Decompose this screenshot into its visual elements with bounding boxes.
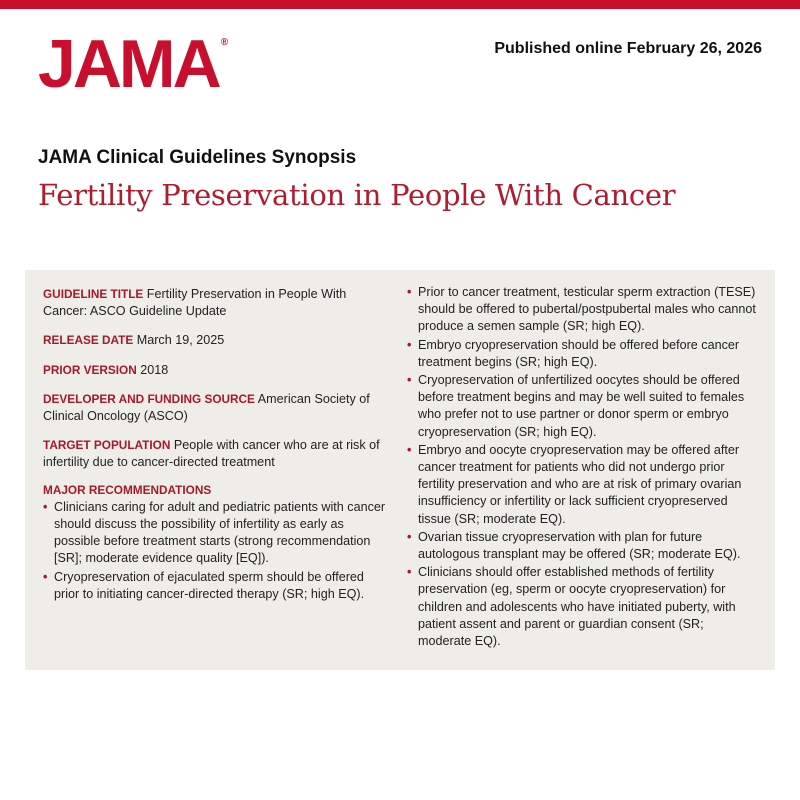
- recommendation-item: • Cryopreservation of ejaculated sperm should be offered prior to initiating cancer-directed therapy (SR; high EQ).: [43, 569, 391, 603]
- logo-text: JAMA: [38, 26, 219, 102]
- recommendation-item: • Embryo and oocyte cryopreservation may be offered after cancer treatment for patients who did not undergo prior fertility preservation and who are at risk of primary ovarian insufficiency or infertility or lack sufficient cryopreserved tissue (SR; moderate EQ).: [407, 442, 759, 528]
- guideline-title-label: GUIDELINE TITLE: [43, 287, 144, 301]
- guideline-title-value: Fertility Preservation in People With Cancer: ASCO Guideline Update: [43, 287, 347, 319]
- recommendation-item: • Embryo cryopreservation should be offered before cancer treatment begins (SR; high EQ).: [407, 337, 759, 371]
- prior-version-label: PRIOR VERSION: [43, 362, 137, 377]
- target-population-value: People with cancer who are at risk of infertility due to cancer-directed treatment: [43, 438, 380, 470]
- recommendation-item: • Clinicians should offer established methods of fertility preservation (eg, sperm or oocyte cryopreservation) for children and adolescents who have initiated puberty, with patient assent and parent or guardian consent (SR; moderate EQ).: [407, 564, 759, 650]
- right-column: [407, 284, 759, 651]
- target-population-field: [43, 437, 391, 471]
- major-recommendations-heading: MAJOR RECOMMENDATIONS: [43, 482, 212, 497]
- recommendations-list-right: [407, 284, 759, 650]
- synopsis-panel: [25, 270, 775, 670]
- recommendation-item: • Cryopreservation of unfertilized oocytes should be offered before treatment begins and may be well suited to females who prefer not to use partner or donor sperm or embryo cryopreservation (SR; high EQ).: [407, 372, 759, 441]
- registered-mark: ®: [220, 37, 229, 48]
- release-date-value: March 19, 2025: [136, 333, 225, 348]
- recommendation-item: • Ovarian tissue cryopreservation with plan for future autologous transplant may be offered (SR; moderate EQ).: [407, 529, 759, 563]
- developer-value: American Society of Clinical Oncology (ASCO): [43, 391, 370, 424]
- left-column: [43, 286, 391, 604]
- article-title: Fertility Preservation in People With Cancer: [38, 178, 676, 212]
- recommendations-list-left: [43, 499, 391, 603]
- developer-label: DEVELOPER AND FUNDING SOURCE: [43, 391, 255, 406]
- section-label: JAMA Clinical Guidelines Synopsis: [38, 147, 357, 168]
- recommendation-item: • Prior to cancer treatment, testicular sperm extraction (TESE) should be offered to pubertal/postpubertal males who cannot produce a semen sample (SR; high EQ).: [407, 284, 759, 336]
- publication-date: Published online February 26, 2026: [494, 40, 762, 57]
- guideline-title-field: [43, 286, 391, 320]
- release-date-label: RELEASE DATE: [43, 333, 134, 348]
- developer-field: [43, 391, 391, 425]
- target-population-label: TARGET POPULATION: [43, 438, 171, 453]
- top-accent-bar: [0, 0, 800, 9]
- release-date-field: [43, 332, 391, 349]
- prior-version-field: [43, 362, 391, 379]
- jama-logo: [38, 26, 229, 102]
- prior-version-value: 2018: [140, 362, 169, 377]
- recommendation-item: • Clinicians caring for adult and pediatric patients with cancer should discuss the possibility of infertility as early as possible before treatment starts (strong recommendation [SR]; moderate evidence quality [EQ]).: [43, 499, 391, 568]
